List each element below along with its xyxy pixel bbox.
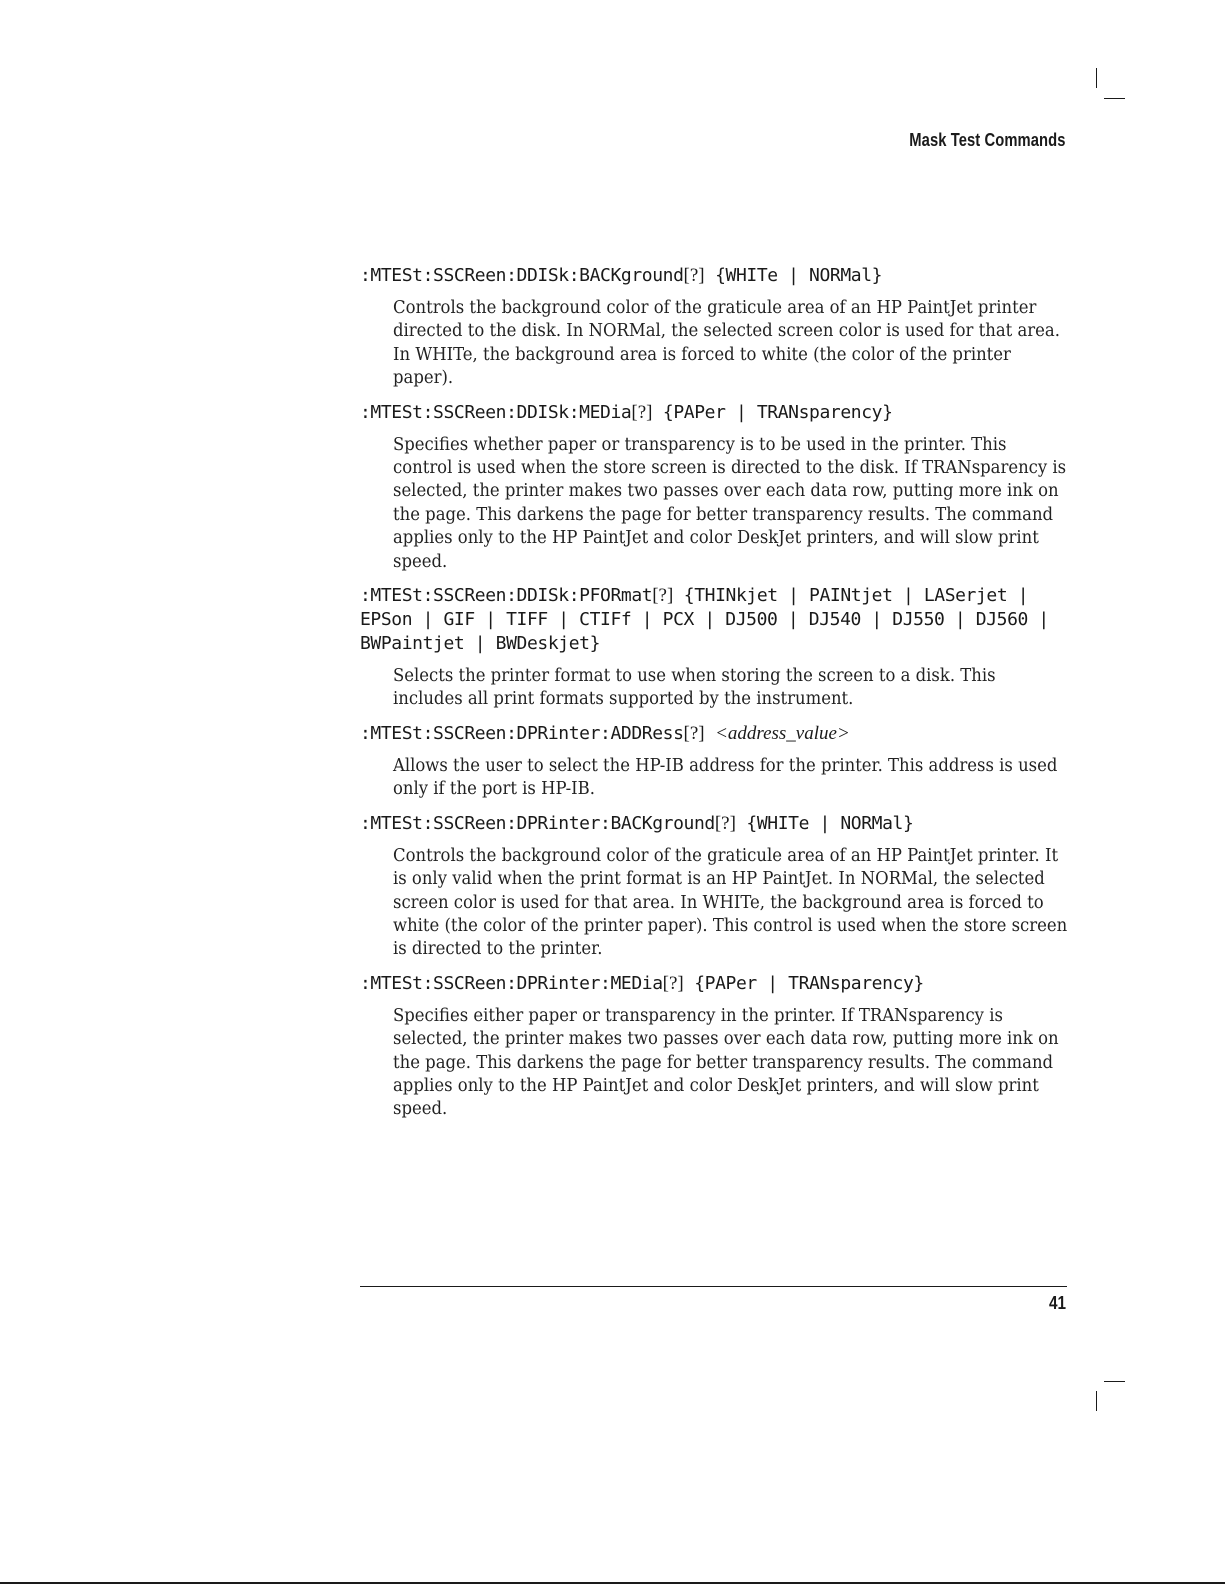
command-description: Selects the printer format to use when storing the screen to a disk. This includes all print formats supported by the instrument. bbox=[393, 666, 996, 710]
command-description: Specifies whether paper or transparency is to be used in the printer. This control is used when the store screen is directed to the disk. If TRANsparency is selected, the printer makes two passes over each data row, putting more ink on the page. This darkens the page for better transparency results. The command applies only to the HP PaintJet and color DeskJet printers, and will slow print speed. bbox=[393, 434, 1067, 572]
command-description: Controls the background color of the graticule area of an HP PaintJet printer. It is only valid when the print format is an HP PaintJet. In NORMal, the selected screen color is used for that area. In WHITe, the background area is forced to white (the color of the printer paper). This control is used when the store screen is directed to the printer. bbox=[393, 845, 1068, 960]
command-entry bbox=[360, 722, 1072, 802]
command-syntax bbox=[360, 401, 1072, 425]
command-params: {PAPer | TRANsparency} bbox=[662, 401, 893, 423]
page-number: 41 bbox=[1048, 1293, 1066, 1313]
crop-mark-bottom-horizontal bbox=[1104, 1381, 1125, 1382]
query-option: [?] bbox=[631, 401, 653, 423]
command-params: {THINkjet | PAINtjet | LASerjet | EPSon | GIF | TIFF | CTIFf | PCX | DJ500 | DJ540 | DJ550 | DJ560 | BWPaintjet | BWDeskjet} bbox=[360, 585, 1049, 655]
command-keyword: :MTESt:SSCReen:DPRinter:ADDRess bbox=[360, 722, 684, 744]
query-option: [?] bbox=[714, 812, 736, 834]
command-entry bbox=[360, 812, 1072, 962]
command-syntax bbox=[360, 264, 1072, 288]
command-description: Specifies either paper or transparency in the printer. If TRANsparency is selected, the printer makes two passes over each data row, putting more ink on the page. This darkens the page for better transparency results. The command applies only to the HP PaintJet and color DeskJet printers, and will slow print speed. bbox=[393, 1005, 1059, 1120]
command-list bbox=[360, 264, 1072, 1132]
query-option: [?] bbox=[652, 585, 674, 607]
command-params: {WHITe | NORMal} bbox=[746, 812, 914, 834]
crop-mark-top-vertical bbox=[1096, 68, 1097, 88]
command-entry bbox=[360, 401, 1072, 574]
crop-mark-bottom-vertical bbox=[1096, 1391, 1097, 1411]
command-keyword: :MTESt:SSCReen:DDISk:MEDia bbox=[360, 401, 632, 423]
command-keyword: :MTESt:SSCReen:DDISk:BACKground bbox=[360, 265, 684, 286]
command-entry bbox=[360, 972, 1072, 1122]
command-description: Controls the background color of the graticule area of an HP PaintJet printer directed to the disk. In NORMal, the selected screen color is used for that area. In WHITe, the background area is forced to white (the color of the printer paper). bbox=[393, 298, 1060, 389]
command-description: Allows the user to select the HP-IB address for the printer. This address is used only if the port is HP-IB. bbox=[393, 755, 1058, 800]
bottom-border-line bbox=[0, 1582, 1225, 1584]
command-syntax bbox=[360, 722, 1072, 746]
command-syntax bbox=[360, 812, 1072, 836]
running-header: Mask Test Commands bbox=[909, 130, 1066, 150]
query-option: [?] bbox=[683, 722, 705, 744]
command-entry bbox=[360, 264, 1072, 391]
crop-mark-top-horizontal bbox=[1104, 98, 1125, 99]
command-params: {PAPer | TRANsparency} bbox=[694, 972, 924, 994]
query-option: [?] bbox=[683, 265, 705, 286]
command-syntax bbox=[360, 584, 1072, 656]
command-keyword: :MTESt:SSCReen:DPRinter:MEDia bbox=[360, 972, 663, 994]
command-argument: <address_value> bbox=[715, 722, 850, 744]
command-keyword: :MTESt:SSCReen:DPRinter:BACKground bbox=[360, 812, 715, 834]
command-syntax bbox=[360, 972, 1072, 996]
command-entry bbox=[360, 584, 1072, 712]
query-option: [?] bbox=[662, 972, 684, 994]
footer-rule bbox=[360, 1286, 1067, 1287]
command-keyword: :MTESt:SSCReen:DDISk:PFORmat bbox=[360, 585, 653, 607]
command-params: {WHITe | NORMal} bbox=[715, 265, 883, 286]
